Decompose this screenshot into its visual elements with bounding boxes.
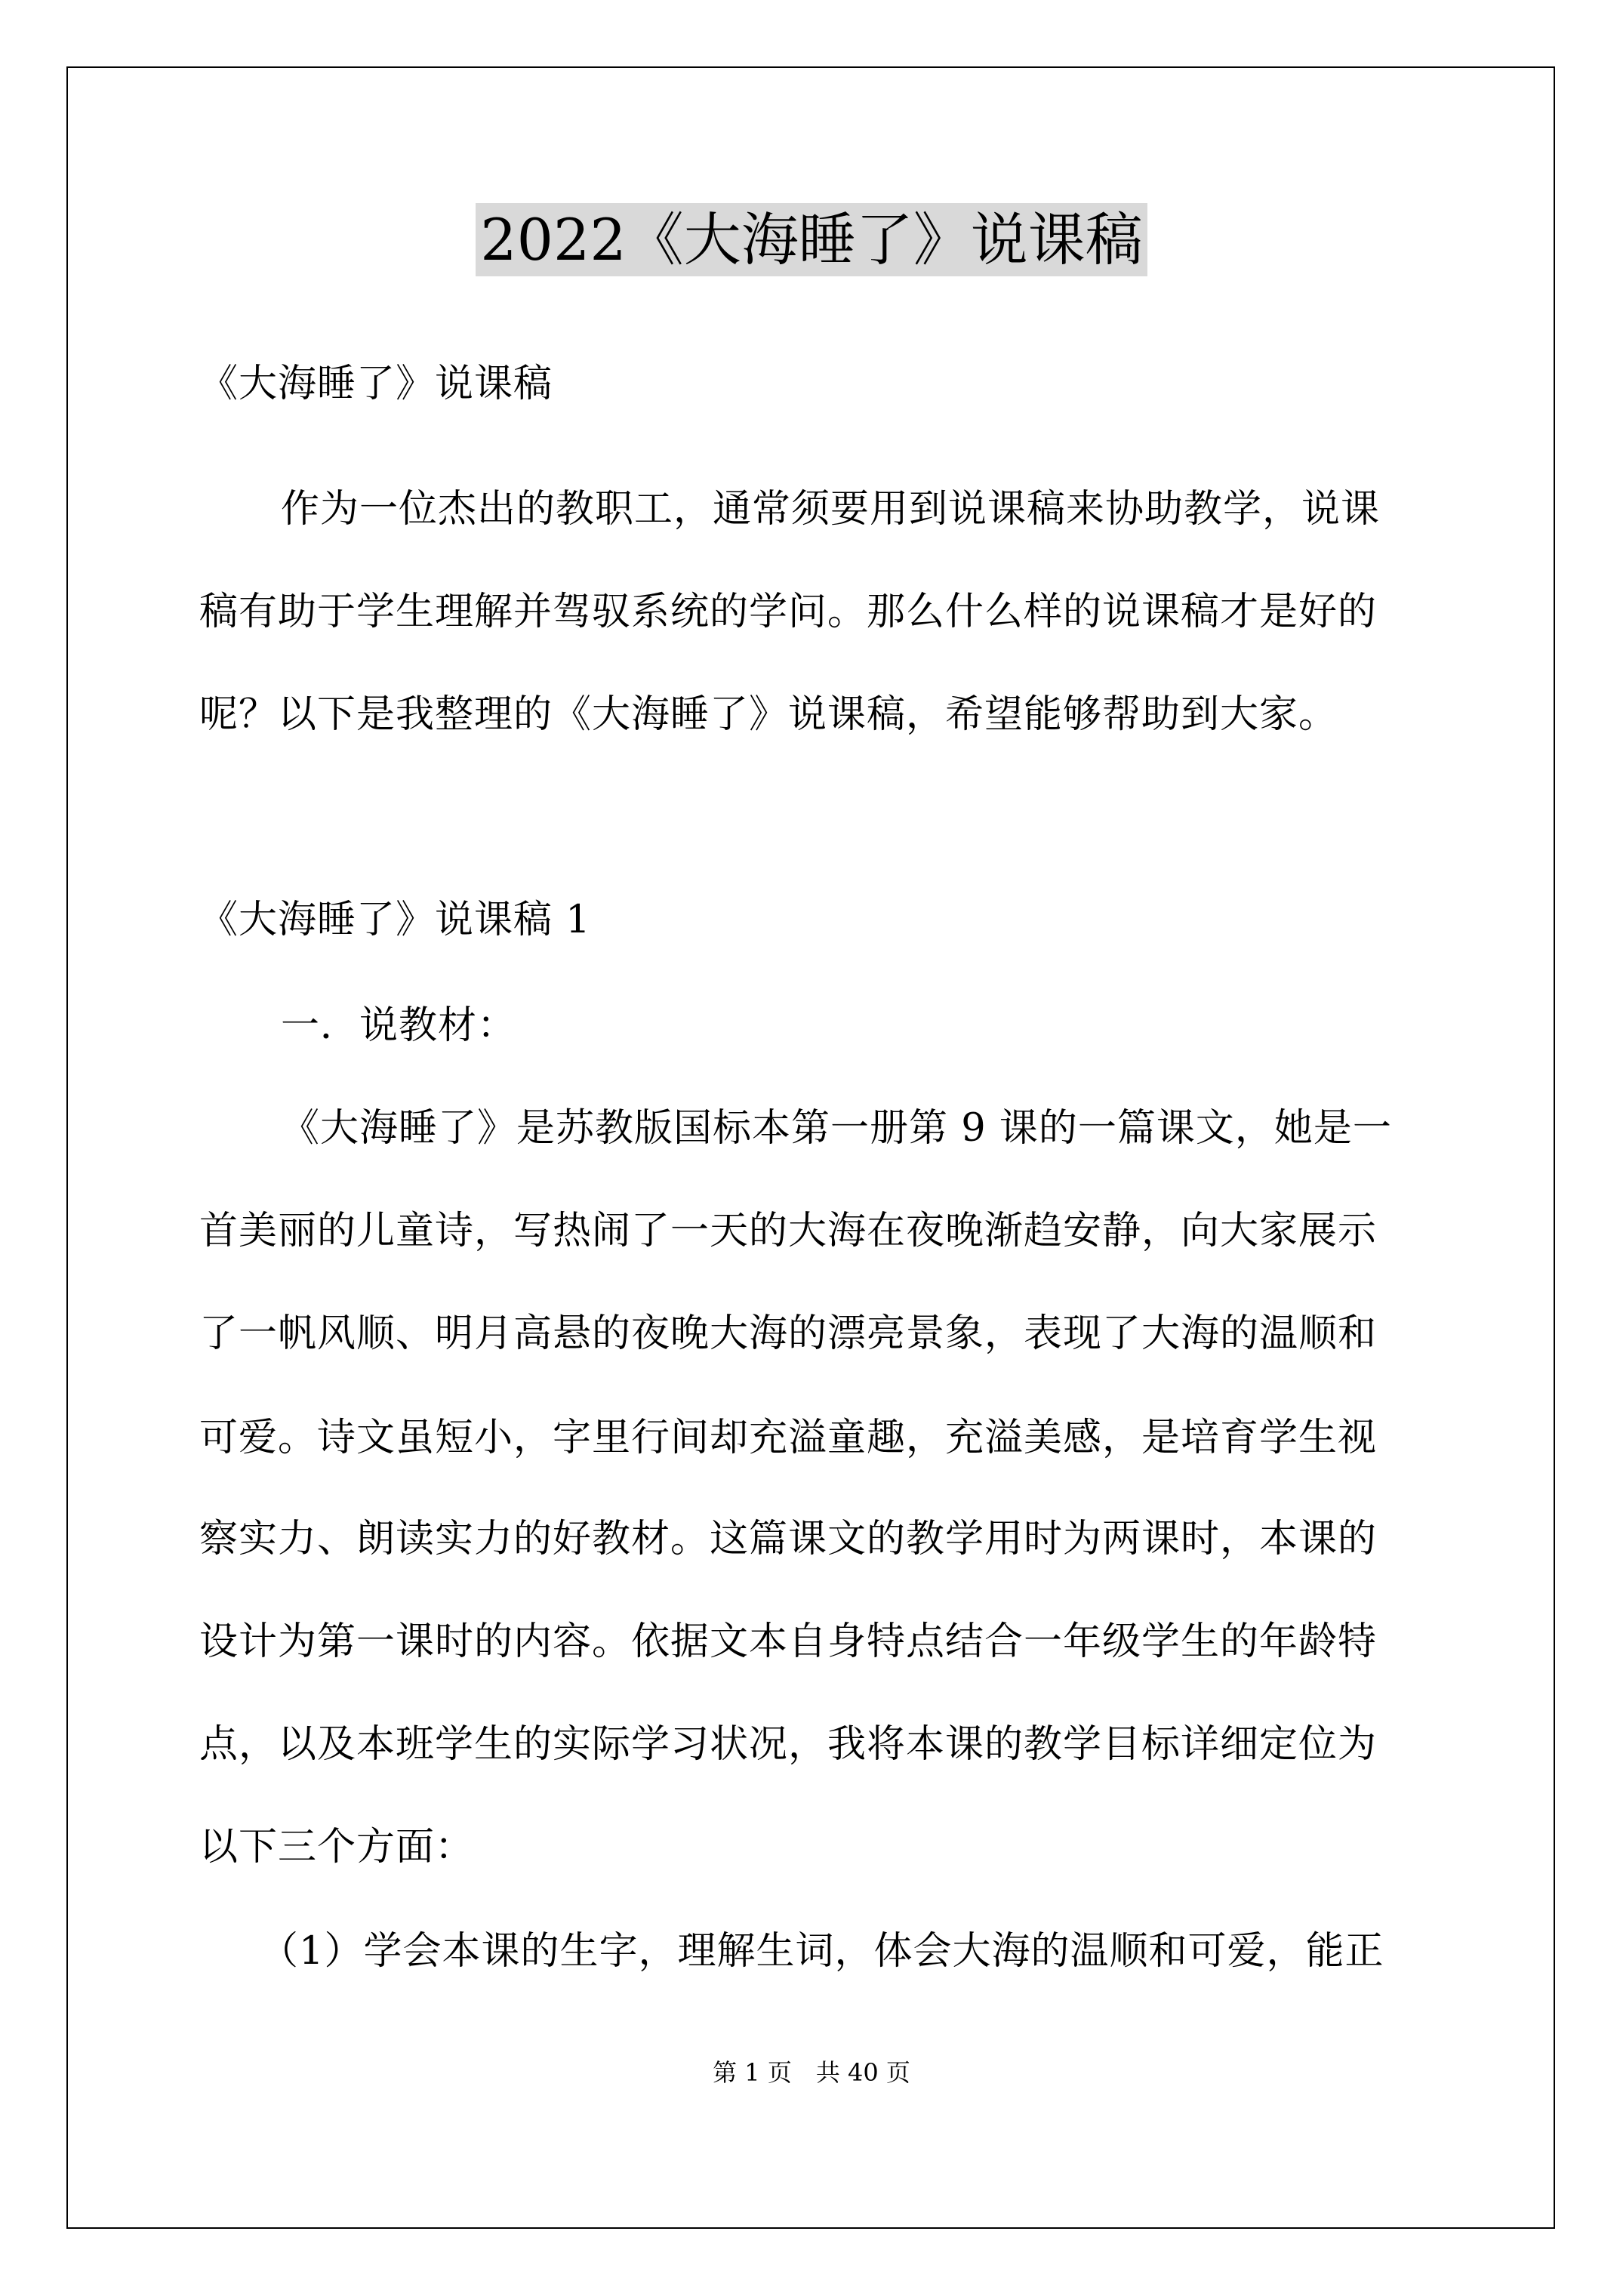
paragraph-line: 首美丽的儿童诗，写热闹了一天的大海在夜晚渐趋安静，向大家展示: [199, 1209, 1378, 1253]
paragraph-line: 呢？以下是我整理的《大海睡了》说课稿，希望能够帮助到大家。: [199, 692, 1338, 737]
document-title: [0, 198, 1623, 282]
paragraph-line: 察实力、朗读实力的好教材。这篇课文的教学用时为两课时，本课的: [199, 1517, 1378, 1561]
paragraph-line: 《大海睡了》是苏教版国标本第一册第 9 课的一篇课文，她是一: [281, 1106, 1392, 1151]
paragraph-line: 以下三个方面：: [199, 1825, 475, 1869]
paragraph-line: 作为一位杰出的教职工，通常须要用到说课稿来协助教学，说课: [281, 487, 1381, 532]
intro-heading: 《大海睡了》说课稿: [199, 362, 553, 406]
paragraph-line: 点，以及本班学生的实际学习状况，我将本课的教学目标详细定位为: [199, 1722, 1378, 1767]
title-highlight: 2022《大海睡了》说课稿: [476, 203, 1147, 276]
section-heading: 《大海睡了》说课稿 1: [199, 898, 591, 942]
page-footer: 第 1 页 共 40 页: [713, 2058, 910, 2087]
list-item: （1）学会本课的生字，理解生词，体会大海的温顺和可爱，能正: [260, 1929, 1384, 1974]
paragraph-line: 设计为第一课时的内容。依据文本自身特点结合一年级学生的年龄特: [199, 1620, 1378, 1664]
paragraph-line: 了一帆风顺、明月高悬的夜晚大海的漂亮景象，表现了大海的温顺和: [199, 1311, 1378, 1356]
paragraph-line: 稿有助于学生理解并驾驭系统的学问。那么什么样的说课稿才是好的: [199, 590, 1378, 634]
subsection-heading: 一．说教材：: [281, 1003, 517, 1048]
paragraph-line: 可爱。诗文虽短小，字里行间却充溢童趣，充溢美感，是培育学生视: [199, 1416, 1378, 1460]
